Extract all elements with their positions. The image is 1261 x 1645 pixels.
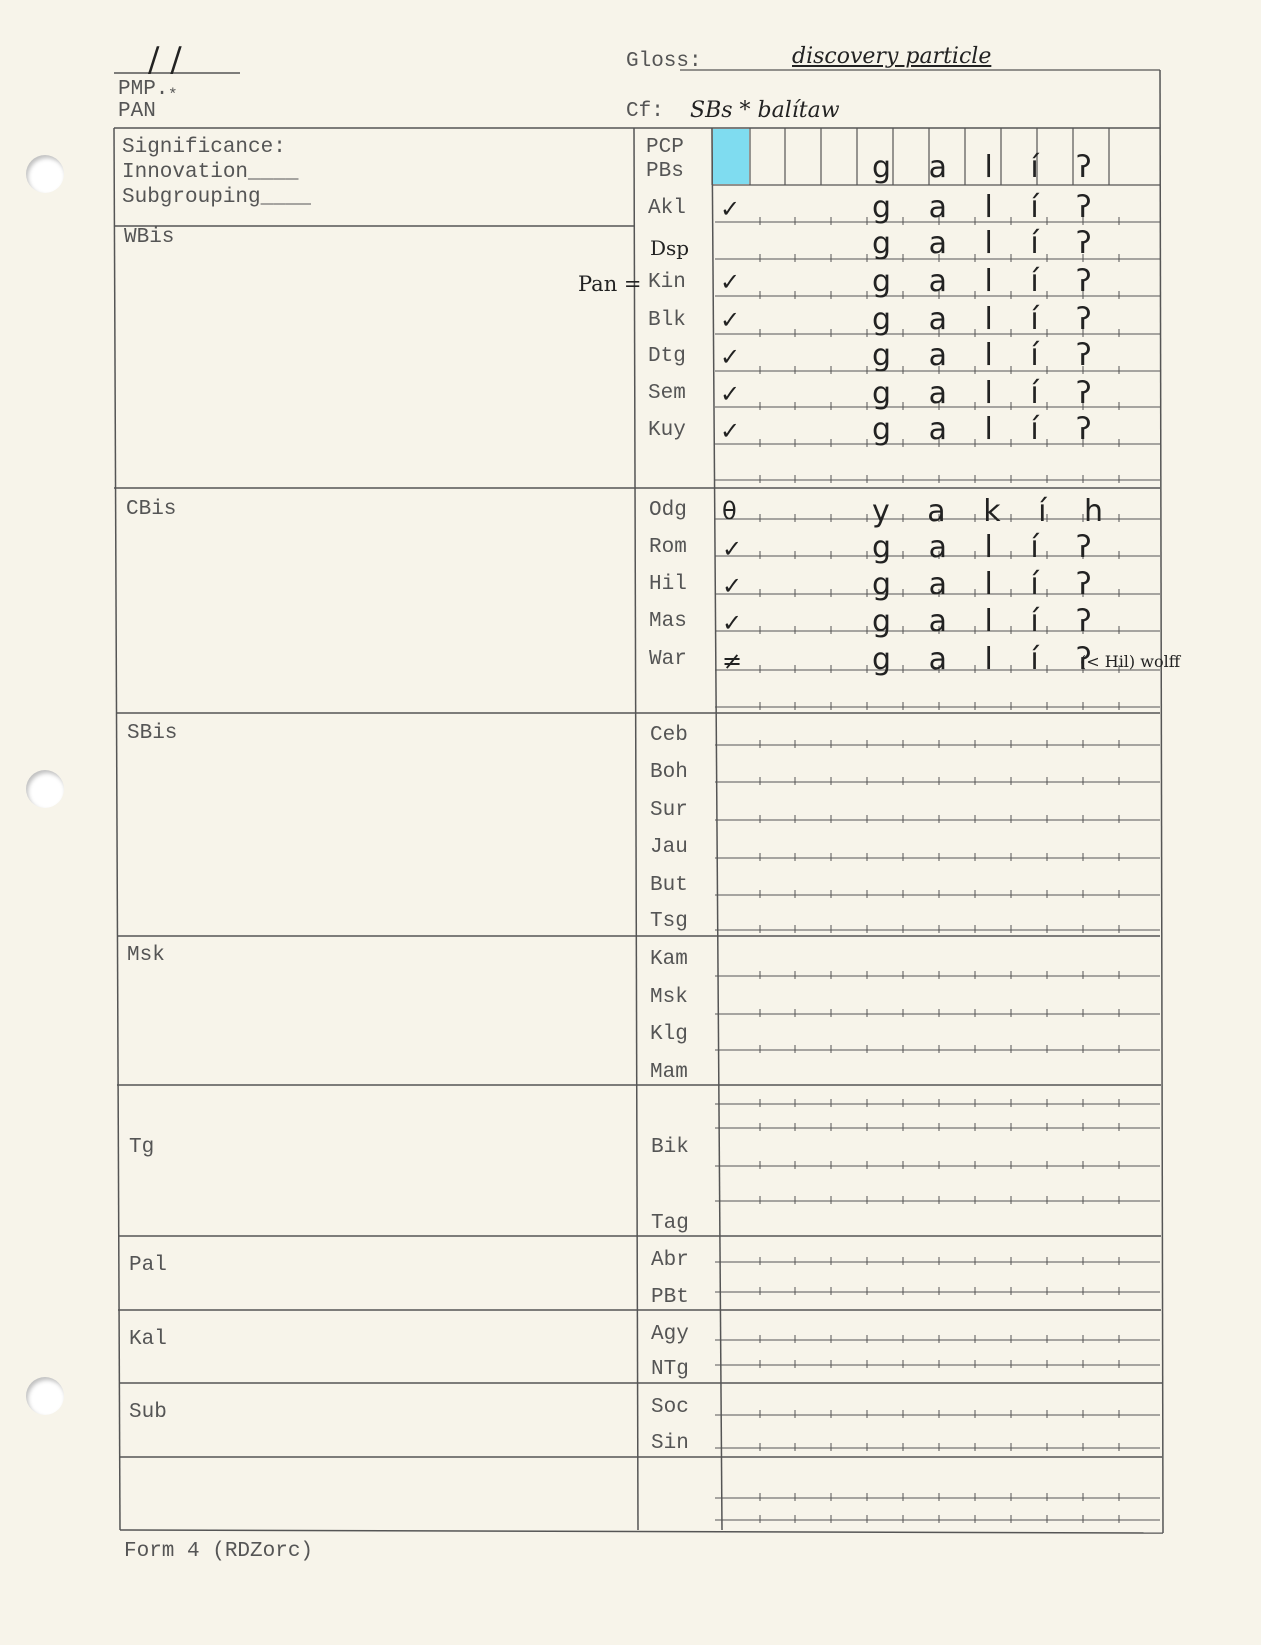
cf-label: Cf: — [626, 100, 664, 123]
pmp-asterisk: * — [168, 86, 178, 104]
reflex-form: g a l í ʔ — [872, 376, 1106, 411]
lang-code: But — [650, 874, 688, 897]
reflex-form: g a l í ʔ — [872, 530, 1106, 565]
reflex-form: g a l í ʔ — [872, 642, 1106, 677]
gloss-value: discovery particle — [792, 44, 992, 69]
lang-code: Msk — [650, 986, 688, 1009]
lang-code: War — [649, 648, 687, 671]
pcp-highlight-cell — [713, 129, 749, 184]
group-label: Pal — [129, 1254, 167, 1277]
not-equal-mark: ≠ — [722, 647, 743, 675]
lang-code: Abr — [651, 1249, 689, 1272]
reflex-form: y a k í h — [872, 494, 1118, 529]
lang-code: Jau — [650, 836, 688, 859]
lang-code: Ceb — [650, 724, 688, 747]
pan-equals-note: Pan = — [578, 272, 642, 296]
reconstructed-form: g a l í ʔ — [872, 150, 1106, 185]
loan-note: (< Hil) wolff — [1080, 652, 1181, 671]
pan-label: PAN — [118, 100, 156, 123]
lang-code: Blk — [648, 309, 686, 332]
group-label: Msk — [127, 944, 165, 967]
lang-code: Tsg — [650, 910, 688, 933]
lang-code: Dsp — [650, 236, 690, 260]
check-mark: ✓ — [720, 343, 741, 371]
form-footer: Form 4 (RDZorc) — [124, 1540, 314, 1563]
check-mark: ✓ — [720, 417, 741, 445]
innovation-field: Innovation____ — [122, 161, 299, 184]
lang-code: NTg — [651, 1358, 689, 1381]
lang-code: Sur — [650, 799, 688, 822]
reflex-form: g a l í ʔ — [872, 338, 1106, 373]
lang-code: Kin — [648, 271, 686, 294]
lang-code: Kuy — [648, 419, 686, 442]
group-label: SBis — [127, 722, 178, 745]
lang-code: Odg — [649, 499, 687, 522]
check-mark: ✓ — [722, 572, 743, 600]
lang-code: Sem — [648, 382, 686, 405]
lang-code: Mam — [650, 1061, 688, 1084]
subgrouping-field: Subgrouping____ — [122, 186, 312, 209]
lang-code: PBt — [651, 1286, 689, 1309]
group-label: Tg — [129, 1136, 155, 1159]
check-mark: ✓ — [720, 268, 741, 296]
check-mark: ✓ — [720, 380, 741, 408]
group-label: Sub — [129, 1401, 167, 1424]
gloss-label: Gloss: — [626, 50, 702, 73]
pbs-label: PBs — [646, 160, 684, 183]
check-mark: ✓ — [722, 535, 743, 563]
lang-code: Akl — [648, 197, 686, 220]
lang-code: Sin — [651, 1432, 689, 1455]
lang-code: Boh — [650, 761, 688, 784]
reflex-form: g a l í ʔ — [872, 604, 1106, 639]
lang-code: Hil — [649, 573, 687, 596]
reflex-form: g a l í ʔ — [872, 264, 1106, 299]
group-label: Kal — [129, 1328, 167, 1351]
theta-mark: θ — [722, 497, 737, 525]
lang-code: Tag — [651, 1212, 689, 1235]
pmp-label: PMP. — [118, 78, 169, 101]
reflex-form: g a l í ʔ — [872, 226, 1106, 261]
lang-code: Klg — [650, 1023, 688, 1046]
lang-code: Kam — [650, 948, 688, 971]
reflex-form: g a l í ʔ — [872, 412, 1106, 447]
reflex-form: g a l í ʔ — [872, 567, 1106, 602]
check-mark: ✓ — [722, 609, 743, 637]
significance-title: Significance: — [122, 136, 286, 159]
lang-code: Bik — [651, 1136, 689, 1159]
check-mark: ✓ — [720, 195, 741, 223]
group-label: WBis — [124, 226, 175, 249]
lang-code: Dtg — [648, 345, 686, 368]
lang-code: Mas — [649, 610, 687, 633]
date-slashes: / / — [148, 40, 182, 80]
group-label: CBis — [126, 498, 177, 521]
lang-code: Rom — [649, 536, 687, 559]
check-mark: ✓ — [720, 306, 741, 334]
pcp-label: PCP — [646, 136, 684, 159]
reflex-form: g a l í ʔ — [872, 302, 1106, 337]
lang-code: Agy — [651, 1323, 689, 1346]
lang-code: Soc — [651, 1396, 689, 1419]
reflex-form: g a l í ʔ — [872, 190, 1106, 225]
cf-value: SBs * balítaw — [690, 98, 840, 123]
